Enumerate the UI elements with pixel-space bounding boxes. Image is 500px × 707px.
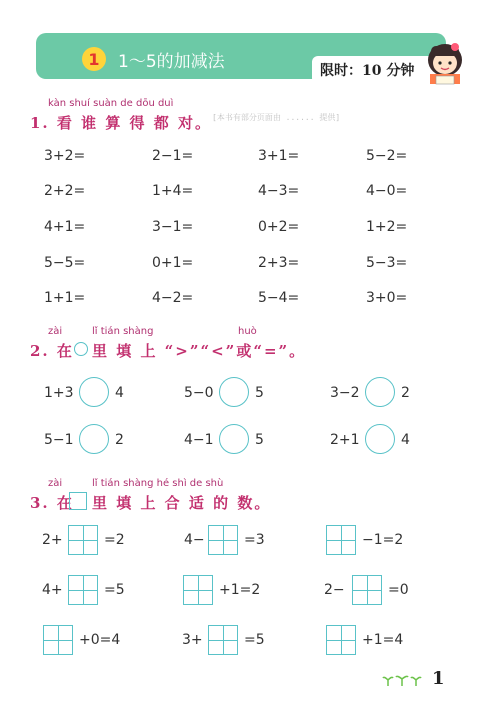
fill-prefix: 4+	[42, 582, 63, 598]
page-number: 1	[432, 668, 445, 689]
problem: 4+1=	[44, 219, 86, 235]
problem: 0+1=	[152, 255, 194, 271]
section3-pinyin-a: zài	[48, 478, 63, 489]
problem: 5−5=	[44, 255, 86, 271]
answer-box[interactable]	[352, 575, 382, 605]
section1-title: 1. 看 谁 算 得 都 对。	[30, 114, 212, 132]
section2-pinyin-c: huò	[238, 326, 257, 337]
section1-pinyin: kàn shuí suàn de dōu duì	[48, 98, 174, 109]
answer-circle[interactable]	[79, 377, 109, 407]
problem: 1+4=	[152, 183, 194, 199]
section2-pinyin-b: lǐ tián shàng	[92, 326, 154, 337]
lesson-title: 1～5的加减法	[118, 52, 225, 72]
problem: 4−0=	[366, 183, 408, 199]
compare-right: 2	[115, 432, 124, 448]
lesson-number-badge: 1	[82, 47, 106, 71]
compare-right: 4	[401, 432, 410, 448]
problem: 3+0=	[366, 290, 408, 306]
answer-circle[interactable]	[365, 377, 395, 407]
fill-suffix: =3	[244, 532, 265, 548]
answer-circle[interactable]	[219, 424, 249, 454]
answer-box[interactable]	[208, 525, 238, 555]
circle-icon	[74, 342, 88, 356]
fill-prefix: 4−	[184, 532, 205, 548]
section3-title-a: 3. 在	[30, 494, 74, 512]
section3-title-b: 里 填 上 合 适 的 数。	[92, 494, 272, 512]
answer-box[interactable]	[326, 625, 356, 655]
compare-left: 5−0	[184, 385, 214, 401]
section2-pinyin-a: zài	[48, 326, 63, 337]
problem: 4−3=	[258, 183, 300, 199]
compare-left: 5−1	[44, 432, 74, 448]
answer-box[interactable]	[43, 625, 73, 655]
problem: 0+2=	[258, 219, 300, 235]
girl-reading-icon	[420, 38, 470, 88]
answer-circle[interactable]	[79, 424, 109, 454]
square-box-icon	[69, 492, 87, 510]
fill-prefix: 2−	[324, 582, 345, 598]
fill-prefix: 2+	[42, 532, 63, 548]
fill-suffix: +0=4	[79, 632, 121, 648]
faint-note: [本书有部分页面由 ...... 提供]	[212, 113, 341, 122]
fill-suffix: =5	[244, 632, 265, 648]
sprout-icon	[382, 672, 426, 688]
problem: 3+2=	[44, 148, 86, 164]
compare-right: 2	[401, 385, 410, 401]
problem: 5−2=	[366, 148, 408, 164]
problem: 3−1=	[152, 219, 194, 235]
answer-box[interactable]	[183, 575, 213, 605]
problem: 5−3=	[366, 255, 408, 271]
fill-suffix: =0	[388, 582, 409, 598]
answer-box[interactable]	[68, 575, 98, 605]
compare-left: 4−1	[184, 432, 214, 448]
fill-suffix: =2	[104, 532, 125, 548]
section3-pinyin-b: lǐ tián shàng hé shì de shù	[92, 478, 224, 489]
compare-left: 3−2	[330, 385, 360, 401]
answer-box[interactable]	[208, 625, 238, 655]
problem: 2−1=	[152, 148, 194, 164]
fill-suffix: +1=2	[219, 582, 261, 598]
answer-circle[interactable]	[365, 424, 395, 454]
fill-suffix: +1=4	[362, 632, 404, 648]
problem: 5−4=	[258, 290, 300, 306]
problem: 1+1=	[44, 290, 86, 306]
answer-box[interactable]	[326, 525, 356, 555]
fill-suffix: =5	[104, 582, 125, 598]
problem: 1+2=	[366, 219, 408, 235]
fill-suffix: −1=2	[362, 532, 404, 548]
problem: 4−2=	[152, 290, 194, 306]
compare-right: 5	[255, 385, 264, 401]
section2-title-b: 里 填 上 “>”“<”或“=”。	[92, 342, 307, 360]
problem: 3+1=	[258, 148, 300, 164]
problem: 2+3=	[258, 255, 300, 271]
answer-box[interactable]	[68, 525, 98, 555]
answer-circle[interactable]	[219, 377, 249, 407]
compare-right: 5	[255, 432, 264, 448]
compare-right: 4	[115, 385, 124, 401]
problem: 2+2=	[44, 183, 86, 199]
fill-prefix: 3+	[182, 632, 203, 648]
compare-left: 1+3	[44, 385, 74, 401]
time-limit: 限时：10 分钟	[320, 63, 415, 79]
compare-left: 2+1	[330, 432, 360, 448]
section2-title-a: 2. 在	[30, 342, 74, 360]
